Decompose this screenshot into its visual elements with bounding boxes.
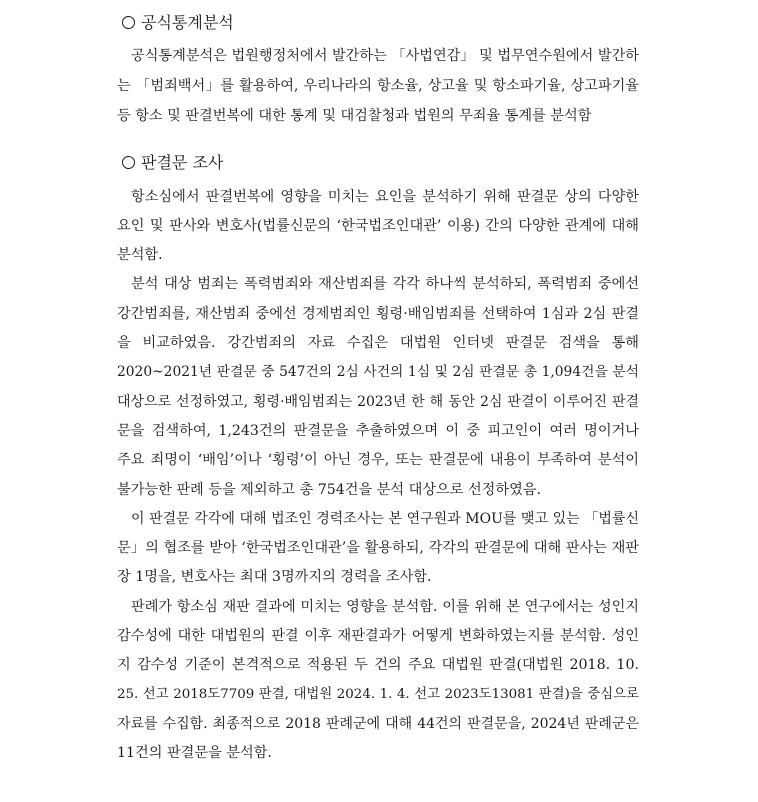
section-heading-official-statistics — [122, 13, 234, 33]
section-heading-judgment-survey — [122, 153, 223, 173]
paragraph-line: 강간범죄를, 재산범죄 중에선 경제범죄인 횡령·배임범죄를 선택하여 1심과 2심 판결 — [117, 306, 639, 322]
paragraph-line: 감수성에 대한 대법원의 판결 이후 재판결과가 어떻게 변화하였는지를 분석함. 성인 — [117, 628, 639, 644]
paragraph-line: 문을 검색하여, 1,243건의 판결문을 추출하였으며 이 중 피고인이 여러 명이거나 — [117, 423, 639, 439]
paragraph-line: 25. 선고 2018도7709 판결, 대법원 2024. 1. 4. 선고 2023도13081 판결)을 중심으로 — [117, 687, 639, 702]
section-heading-text: 판결문 조사 — [141, 153, 224, 172]
paragraph-line: 문」의 협조를 받아 ‘한국법조인대관’을 활용하되, 각각의 판결문에 대해 판사는 재판 — [117, 540, 639, 556]
paragraph-line: 판례가 항소심 재판 결과에 미치는 영향을 분석함. 이를 위해 본 연구에서는 성인지 — [131, 599, 639, 615]
paragraph-line: 2020~2021년 판결문 중 547건의 2심 사건의 1심 및 2심 판결문 총 1,094건을 분석 — [117, 364, 639, 380]
paragraph-line: 자료를 수집함. 최종적으로 2018 판례군에 대해 44건의 판결문을, 2024년 판례군은 — [117, 716, 639, 732]
paragraph-line: 11건의 판결문을 분석함. — [117, 745, 272, 761]
paragraph-line: 분석함. — [117, 247, 163, 263]
paragraph-line: 등 항소 및 판결번복에 대한 통계 및 대검찰청과 법원의 무죄율 통계를 분석함 — [117, 108, 592, 124]
paragraph-line: 분석 대상 범죄는 폭력범죄와 재산범죄를 각각 하나씩 분석하되, 폭력범죄 중에선 — [131, 276, 639, 292]
paragraph-line: 이 판결문 각각에 대해 법조인 경력조사는 본 연구원과 MOU를 맺고 있는 「법률신 — [131, 511, 639, 527]
section-heading-text: 공식통계분석 — [141, 13, 234, 32]
paragraph-line: 장 1명을, 변호사는 최대 3명까지의 경력을 조사함. — [117, 569, 432, 585]
circle-bullet-icon — [122, 156, 135, 169]
paragraph-line: 항소심에서 판결번복에 영향을 미치는 요인을 분석하기 위해 판결문 상의 다양한 — [131, 189, 639, 205]
paragraph-line: 공식통계분석은 법원행정처에서 발간하는 「사법연감」 및 법무연수원에서 발간하 — [131, 48, 639, 64]
paragraph-line: 는 「범죄백서」를 활용하여, 우리나라의 항소율, 상고율 및 항소파기율, 상고파기율 — [117, 78, 639, 94]
paragraph-line: 지 감수성 기준이 본격적으로 적용된 두 건의 주요 대법원 판결(대법원 2018. 10. — [117, 657, 639, 673]
paragraph-line: 주요 죄명이 ‘배임’이나 ‘횡령’이 아닌 경우, 또는 판결문에 내용이 부족하여 분석이 — [117, 452, 639, 468]
paragraph-line: 대상으로 선정하였고, 횡령·배임범죄는 2023년 한 해 동안 2심 판결이 이루어진 판결 — [117, 394, 639, 410]
circle-bullet-icon — [122, 16, 135, 29]
paragraph-line: 불가능한 판례 등을 제외하고 총 754건을 분석 대상으로 선정하였음. — [117, 482, 542, 498]
paragraph-line: 요인 및 판사와 변호사(법률신문의 ‘한국법조인대관’ 이용) 간의 다양한 관계에 대해 — [117, 218, 639, 234]
paragraph-line: 을 비교하였음. 강간범죄의 자료 수집은 대법원 인터넷 판결문 검색을 통해 — [117, 335, 639, 351]
